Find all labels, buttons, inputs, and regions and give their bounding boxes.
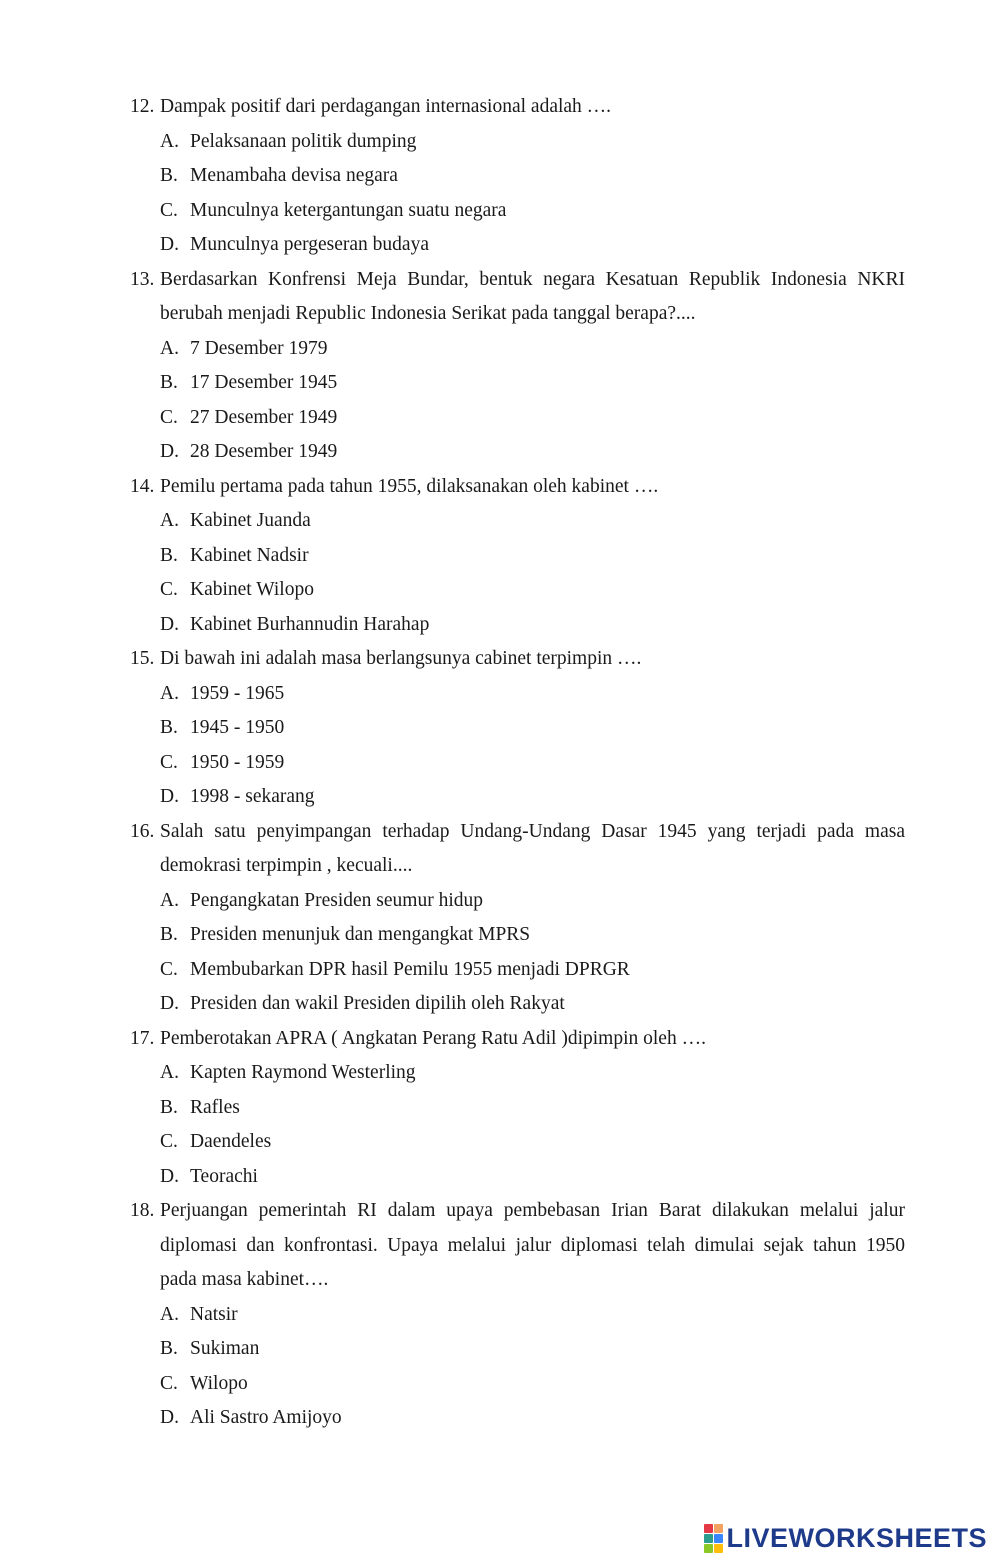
option-text: 1945 - 1950 (190, 717, 285, 738)
answer-option (160, 435, 905, 470)
question-text: Pemberotakan APRA ( Angkatan Perang Ratu Adil )dipimpin oleh …. (160, 1027, 706, 1049)
option-text: 17 Desember 1945 (190, 372, 338, 393)
option-letter: D. (160, 1407, 179, 1428)
question-text: demokrasi terpimpin , kecuali.... (160, 855, 413, 876)
option-text: Presiden dan wakil Presiden dipilih oleh Rakyat (190, 993, 565, 1014)
question-text: Berdasarkan Konfrensi Meja Bundar, bentuk negara Kesatuan Republik Indonesia NKRI (160, 268, 905, 290)
option-letter: A. (160, 682, 179, 704)
answer-option (160, 332, 905, 367)
option-letter: D. (160, 993, 179, 1014)
option-letter: D. (160, 786, 179, 807)
question-13 (130, 263, 905, 470)
question-12 (130, 90, 905, 263)
option-letter: D. (160, 1165, 179, 1187)
answer-option (160, 504, 905, 539)
option-text: Ali Sastro Amijoyo (190, 1407, 342, 1428)
option-letter: D. (160, 441, 179, 462)
option-letter: B. (160, 717, 178, 738)
option-text: Teorachi (190, 1165, 258, 1187)
option-text: 27 Desember 1949 (190, 406, 338, 428)
option-letter: B. (160, 544, 178, 566)
option-text: Daendeles (190, 1131, 272, 1152)
logo-icon-square (714, 1534, 723, 1543)
option-text: Pengangkatan Presiden seumur hidup (190, 889, 483, 911)
answer-option (160, 608, 905, 643)
option-letter: A. (160, 130, 179, 152)
question-number (130, 297, 160, 332)
question-number: 13. (130, 268, 155, 290)
question-15 (130, 642, 905, 815)
option-text: Munculnya ketergantungan suatu negara (190, 199, 507, 221)
option-text: Pelaksanaan politik dumping (190, 130, 417, 152)
option-letter: B. (160, 1338, 178, 1359)
question-line (130, 263, 905, 298)
question-number (130, 1263, 160, 1298)
question-line (130, 1229, 905, 1264)
answer-option (160, 780, 905, 815)
question-text: Di bawah ini adalah masa berlangsunya cabinet terpimpin …. (160, 648, 642, 669)
option-letter: C. (160, 579, 178, 600)
option-letter: B. (160, 165, 178, 186)
answer-option (160, 884, 905, 919)
question-18 (130, 1194, 905, 1436)
option-text: Kabinet Burhannudin Harahap (190, 613, 430, 635)
answer-option (160, 159, 905, 194)
question-text: Salah satu penyimpangan terhadap Undang-Undang Dasar 1945 yang terjadi pada masa (160, 820, 905, 842)
question-line (130, 1022, 905, 1057)
option-text: Sukiman (190, 1338, 260, 1359)
question-number (130, 849, 160, 884)
question-number (130, 1229, 160, 1264)
question-text: Dampak positif dari perdagangan internasional adalah …. (160, 96, 612, 117)
option-text: 1998 - sekarang (190, 786, 315, 807)
answer-option (160, 953, 905, 988)
answer-option (160, 573, 905, 608)
option-text: 1959 - 1965 (190, 682, 285, 704)
question-number: 18. (130, 1200, 155, 1221)
answer-option (160, 1091, 905, 1126)
question-number: 17. (130, 1027, 155, 1049)
answer-option (160, 1160, 905, 1195)
question-text: diplomasi dan konfrontasi. Upaya melalui jalur diplomasi telah dimulai sejak tahun 1950 (160, 1234, 905, 1256)
option-letter: A. (160, 889, 179, 911)
answer-option (160, 746, 905, 781)
option-text: Menambaha devisa negara (190, 165, 398, 186)
option-letter: A. (160, 1303, 179, 1325)
option-text: Munculnya pergeseran budaya (190, 234, 429, 255)
answer-option (160, 1125, 905, 1160)
option-letter: D. (160, 613, 179, 635)
answer-option (160, 1298, 905, 1333)
option-text: Rafles (190, 1096, 240, 1118)
question-line (130, 642, 905, 677)
option-letter: C. (160, 1131, 178, 1152)
option-text: Kabinet Nadsir (190, 544, 309, 566)
logo-text: LIVEWORKSHEETS (726, 1522, 987, 1553)
option-letter: A. (160, 337, 179, 359)
logo-icon-square (704, 1524, 713, 1533)
question-number: 12. (130, 96, 155, 117)
question-16 (130, 815, 905, 1022)
option-letter: B. (160, 1096, 178, 1118)
option-text: Membubarkan DPR hasil Pemilu 1955 menjadi DPRGR (190, 958, 630, 980)
option-text: Kabinet Juanda (190, 510, 311, 531)
question-text: pada masa kabinet…. (160, 1269, 329, 1290)
answer-option (160, 194, 905, 229)
option-text: Natsir (190, 1303, 238, 1325)
logo-icon-square (714, 1544, 723, 1553)
option-text: Presiden menunjuk dan mengangkat MPRS (190, 924, 531, 945)
option-letter: C. (160, 1372, 178, 1394)
question-line (130, 815, 905, 850)
answer-option (160, 228, 905, 263)
question-line (130, 1194, 905, 1229)
option-letter: C. (160, 958, 178, 980)
question-number: 16. (130, 820, 155, 842)
option-letter: B. (160, 924, 178, 945)
logo-icon-square (714, 1524, 723, 1533)
option-letter: C. (160, 199, 178, 221)
option-letter: A. (160, 1062, 179, 1083)
question-number: 14. (130, 475, 155, 497)
question-text: Pemilu pertama pada tahun 1955, dilaksanakan oleh kabinet …. (160, 475, 659, 497)
question-text: berubah menjadi Republic Indonesia Serikat pada tanggal berapa?.... (160, 303, 696, 324)
answer-option (160, 125, 905, 160)
question-line (130, 297, 905, 332)
liveworksheets-logo-icon (704, 1524, 723, 1553)
answer-option (160, 366, 905, 401)
question-14 (130, 470, 905, 643)
option-text: 7 Desember 1979 (190, 337, 328, 359)
answer-option (160, 1056, 905, 1091)
option-text: 28 Desember 1949 (190, 441, 338, 462)
question-number: 15. (130, 648, 155, 669)
answer-option (160, 1367, 905, 1402)
option-text: Kabinet Wilopo (190, 579, 314, 600)
option-letter: C. (160, 751, 178, 773)
option-text: Kapten Raymond Westerling (190, 1062, 416, 1083)
answer-option (160, 711, 905, 746)
answer-option (160, 1401, 905, 1436)
answer-option (160, 539, 905, 574)
question-line (130, 470, 905, 505)
answer-option (160, 1332, 905, 1367)
question-list (130, 90, 905, 1436)
question-line (130, 90, 905, 125)
answer-option (160, 987, 905, 1022)
answer-option (160, 677, 905, 712)
option-letter: B. (160, 372, 178, 393)
answer-option (160, 918, 905, 953)
question-17 (130, 1022, 905, 1195)
answer-option (160, 401, 905, 436)
question-text: Perjuangan pemerintah RI dalam upaya pembebasan Irian Barat dilakukan melalui jalur (160, 1200, 905, 1221)
option-letter: A. (160, 510, 179, 531)
option-letter: D. (160, 234, 179, 255)
question-line (130, 1263, 905, 1298)
question-line (130, 849, 905, 884)
logo-icon-square (704, 1544, 713, 1553)
logo-icon-square (704, 1534, 713, 1543)
option-letter: C. (160, 406, 178, 428)
option-text: 1950 - 1959 (190, 751, 285, 773)
liveworksheets-logo (704, 1521, 987, 1555)
option-text: Wilopo (190, 1372, 248, 1394)
